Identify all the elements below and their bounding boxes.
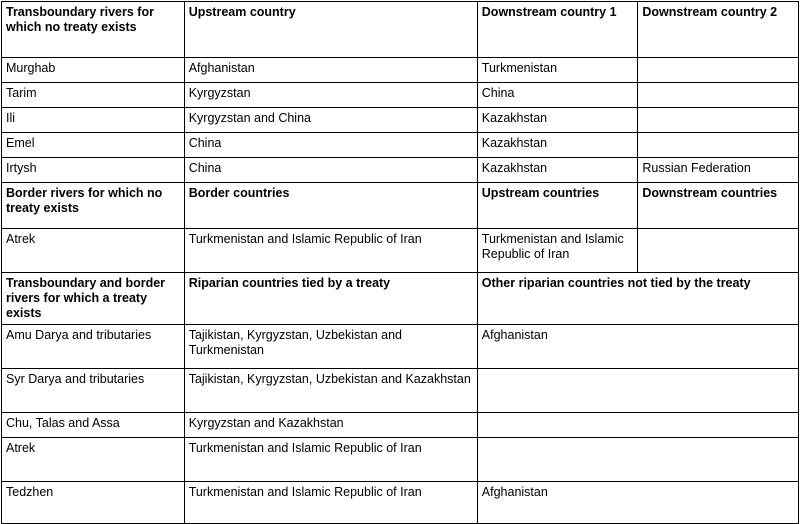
rivers-table	[1, 1, 799, 524]
header-other-riparian: Other riparian countries not tied by the treaty	[477, 273, 798, 325]
cell-upstream: China	[184, 158, 477, 183]
cell-downstream-1: Kazakhstan	[477, 158, 638, 183]
table-row	[2, 133, 799, 158]
table-row	[2, 58, 799, 83]
cell-river: Tedzhen	[2, 482, 185, 524]
header-border-countries: Border countries	[184, 183, 477, 229]
cell-other-countries: Afghanistan	[477, 482, 798, 524]
cell-upstream: China	[184, 133, 477, 158]
table-row	[2, 83, 799, 108]
header-riparian-tied: Riparian countries tied by a treaty	[184, 273, 477, 325]
cell-downstream-1: Turkmenistan	[477, 58, 638, 83]
cell-river: Tarim	[2, 83, 185, 108]
cell-river: Ili	[2, 108, 185, 133]
cell-upstream: Kyrgyzstan and China	[184, 108, 477, 133]
header-downstream-country-2: Downstream country 2	[638, 2, 799, 58]
cell-downstream-1: Kazakhstan	[477, 133, 638, 158]
cell-downstream-countries	[638, 229, 799, 273]
table-row	[2, 108, 799, 133]
cell-downstream-2	[638, 83, 799, 108]
cell-upstream: Kyrgyzstan	[184, 83, 477, 108]
header-downstream-countries: Downstream countries	[638, 183, 799, 229]
cell-upstream-countries: Turkmenistan and Islamic Republic of Iran	[477, 229, 638, 273]
cell-river: Irtysh	[2, 158, 185, 183]
cell-river: Amu Darya and tributaries	[2, 325, 185, 369]
cell-river: Chu, Talas and Assa	[2, 413, 185, 438]
cell-downstream-2	[638, 58, 799, 83]
cell-downstream-2	[638, 133, 799, 158]
table-row	[2, 158, 799, 183]
header-upstream-countries: Upstream countries	[477, 183, 638, 229]
cell-tied-countries: Tajikistan, Kyrgyzstan, Uzbekistan and Kazakhstan	[184, 369, 477, 413]
cell-downstream-1: China	[477, 83, 638, 108]
cell-tied-countries: Tajikistan, Kyrgyzstan, Uzbekistan and Turkmenistan	[184, 325, 477, 369]
header-upstream-country: Upstream country	[184, 2, 477, 58]
header-downstream-country-1: Downstream country 1	[477, 2, 638, 58]
cell-other-countries: Afghanistan	[477, 325, 798, 369]
cell-river: Atrek	[2, 438, 185, 482]
cell-river: Syr Darya and tributaries	[2, 369, 185, 413]
table-header-row-section2	[2, 183, 799, 229]
cell-upstream: Afghanistan	[184, 58, 477, 83]
cell-downstream-1: Kazakhstan	[477, 108, 638, 133]
cell-tied-countries: Turkmenistan and Islamic Republic of Iran	[184, 438, 477, 482]
header-transboundary-with-treaty: Transboundary and border rivers for which a treaty exists	[2, 273, 185, 325]
cell-tied-countries: Turkmenistan and Islamic Republic of Iran	[184, 482, 477, 524]
table-row	[2, 325, 799, 369]
header-border-no-treaty: Border rivers for which no treaty exists	[2, 183, 185, 229]
table-row	[2, 413, 799, 438]
table-row	[2, 438, 799, 482]
cell-downstream-2: Russian Federation	[638, 158, 799, 183]
cell-river: Emel	[2, 133, 185, 158]
table-header-row-section1	[2, 2, 799, 58]
header-transboundary-no-treaty: Transboundary rivers for which no treaty exists	[2, 2, 185, 58]
cell-other-countries	[477, 369, 798, 413]
table-row	[2, 229, 799, 273]
cell-other-countries	[477, 413, 798, 438]
cell-other-countries	[477, 438, 798, 482]
cell-tied-countries: Kyrgyzstan and Kazakhstan	[184, 413, 477, 438]
cell-river: Murghab	[2, 58, 185, 83]
cell-downstream-2	[638, 108, 799, 133]
document-page	[0, 1, 800, 504]
table-row	[2, 369, 799, 413]
cell-river: Atrek	[2, 229, 185, 273]
table-header-row-section3	[2, 273, 799, 325]
cell-border-countries: Turkmenistan and Islamic Republic of Iran	[184, 229, 477, 273]
